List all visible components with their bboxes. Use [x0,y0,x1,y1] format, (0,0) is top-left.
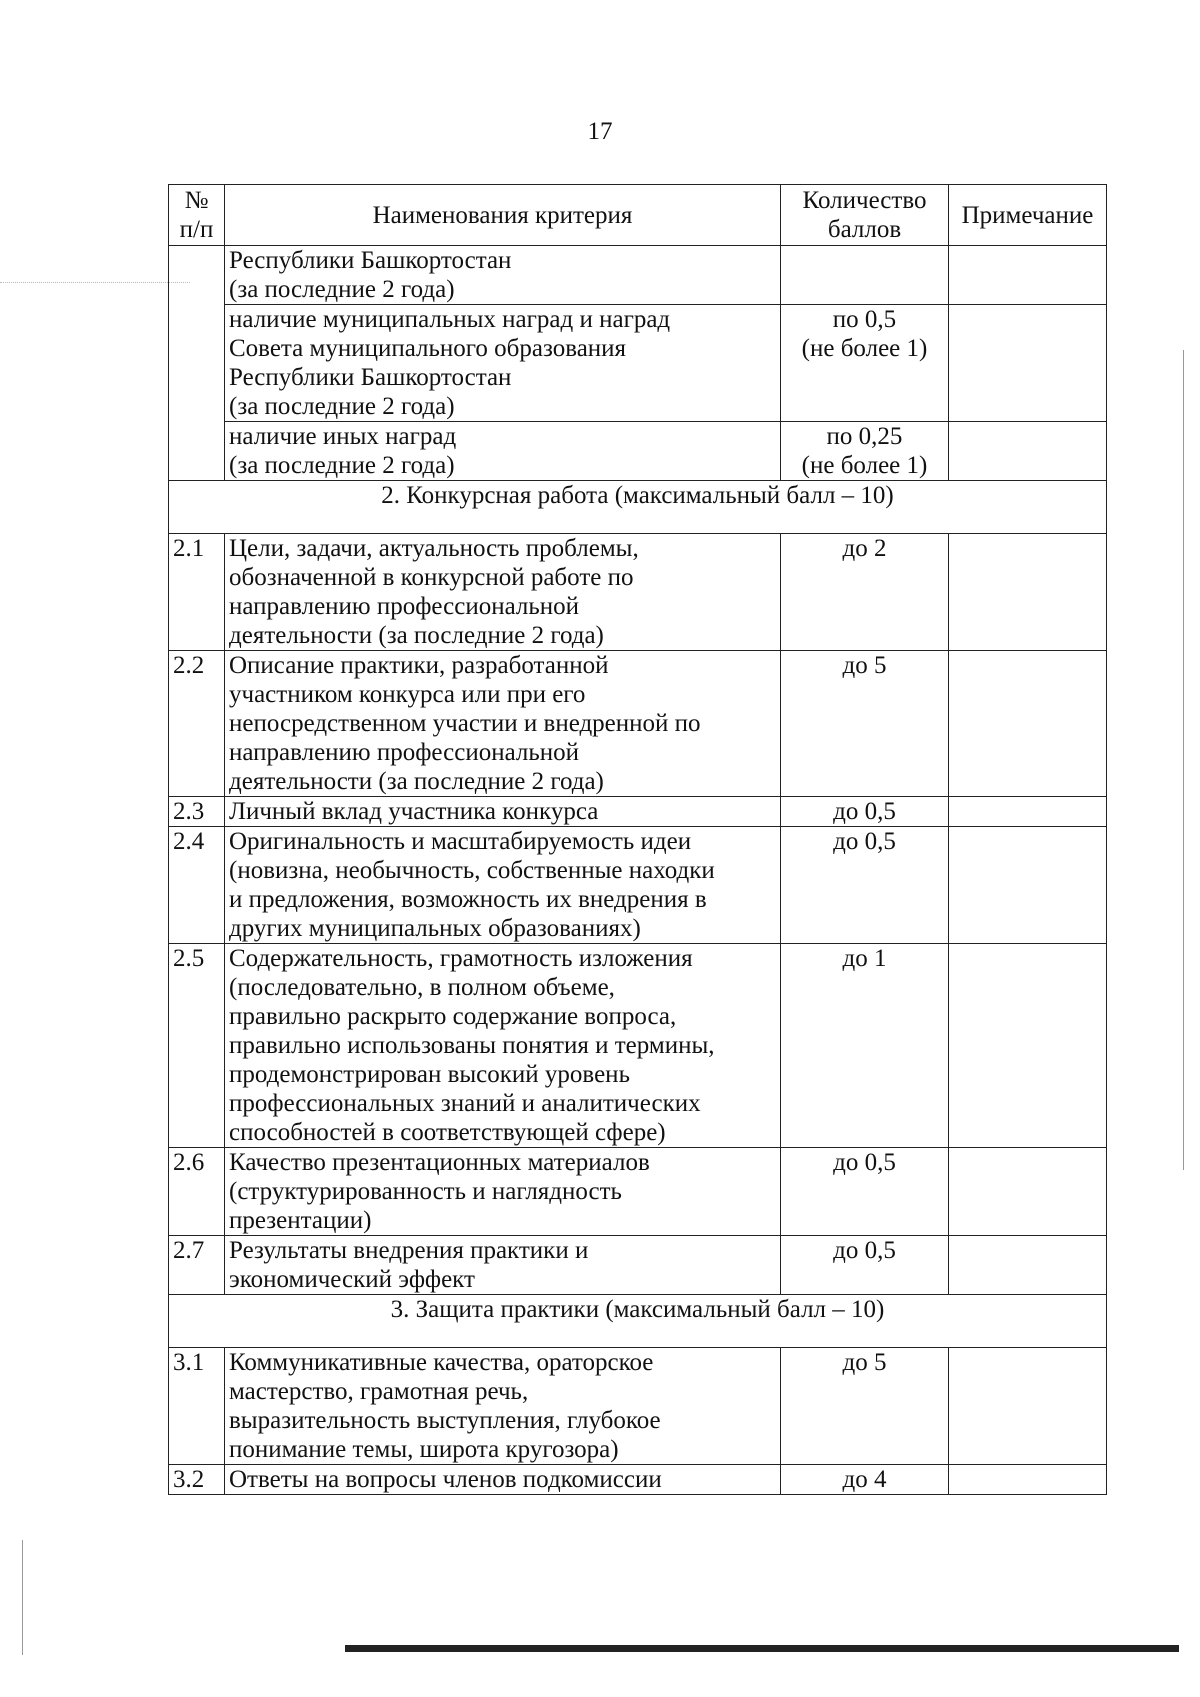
section-header-row [169,1295,1107,1348]
criteria-table [168,184,1107,1495]
header-score: Количество баллов [781,185,949,246]
cell-score: до 4 [781,1465,949,1495]
cell-num: 2.3 [169,797,225,827]
header-num: № п/п [169,185,225,246]
table-row [169,944,1107,1148]
page-number: 17 [587,118,613,145]
cell-name: Личный вклад участника конкурса [225,797,781,827]
table-row [169,246,1107,305]
cell-note [949,827,1107,944]
cell-score: по 0,5 (не более 1) [781,305,949,422]
cell-score: до 0,5 [781,797,949,827]
section-header-row [169,481,1107,534]
cell-note [949,1348,1107,1465]
cell-num: 2.7 [169,1236,225,1295]
cell-num: 2.5 [169,944,225,1148]
header-name: Наименования критерия [225,185,781,246]
cell-note [949,1465,1107,1495]
cell-num: 2.1 [169,534,225,651]
table-row [169,1148,1107,1236]
cell-name: Содержательность, грамотность изложения (последовательно, в полном объеме, правильно раскрыто содержание вопроса, правильно использованы понятия и термины, продемонстрирован высокий уровень профессиональных знаний и аналитических способностей в соответствующей сфере) [225,944,781,1148]
cell-note [949,305,1107,422]
table-row [169,1465,1107,1495]
cell-num: 2.4 [169,827,225,944]
cell-note [949,944,1107,1148]
table-row [169,827,1107,944]
section-title: 2. Конкурсная работа (максимальный балл – 10) [169,481,1107,534]
cell-note [949,1148,1107,1236]
table-row [169,534,1107,651]
table-row [169,305,1107,422]
table-row [169,1236,1107,1295]
cell-score: до 0,5 [781,1148,949,1236]
cell-note [949,422,1107,481]
cell-score: до 0,5 [781,827,949,944]
footer-scan-bar [345,1645,1179,1652]
table-row [169,651,1107,797]
cell-name: Результаты внедрения практики и экономический эффект [225,1236,781,1295]
cell-score: до 0,5 [781,1236,949,1295]
cell-num-empty [169,246,225,481]
cell-note [949,651,1107,797]
cell-num: 3.1 [169,1348,225,1465]
cell-score [781,246,949,305]
table-row [169,797,1107,827]
scan-edge-line-left [22,1540,23,1655]
cell-num: 2.6 [169,1148,225,1236]
cell-num: 3.2 [169,1465,225,1495]
cell-name: наличие муниципальных наград и наград Совета муниципального образования Республики Башкортостан (за последние 2 года) [225,305,781,422]
scan-edge-line [1183,350,1184,1170]
cell-score: до 5 [781,1348,949,1465]
cell-name: Республики Башкортостан (за последние 2 года) [225,246,781,305]
cell-score: по 0,25 (не более 1) [781,422,949,481]
cell-note [949,1236,1107,1295]
cell-name: Оригинальность и масштабируемость идеи (новизна, необычность, собственные находки и предложения, возможность их внедрения в других муниципальных образованиях) [225,827,781,944]
cell-name: Качество презентационных материалов (структурированность и наглядность презентации) [225,1148,781,1236]
cell-name: Цели, задачи, актуальность проблемы, обозначенной в конкурсной работе по направлению профессиональной деятельности (за последние 2 года) [225,534,781,651]
cell-score: до 1 [781,944,949,1148]
table-header-row [169,185,1107,246]
table-row [169,1348,1107,1465]
cell-name: Коммуникативные качества, ораторское мастерство, грамотная речь, выразительность выступления, глубокое понимание темы, широта кругозора) [225,1348,781,1465]
cell-note [949,534,1107,651]
cell-score: до 2 [781,534,949,651]
cell-num: 2.2 [169,651,225,797]
scan-artifact-line [0,282,190,283]
cell-note [949,797,1107,827]
cell-name: Ответы на вопросы членов подкомиссии [225,1465,781,1495]
cell-name: Описание практики, разработанной участником конкурса или при его непосредственном участии и внедренной по направлению профессиональной деятельности (за последние 2 года) [225,651,781,797]
cell-note [949,246,1107,305]
cell-name: наличие иных наград (за последние 2 года) [225,422,781,481]
table-row [169,422,1107,481]
header-note: Примечание [949,185,1107,246]
section-title: 3. Защита практики (максимальный балл – 10) [169,1295,1107,1348]
cell-score: до 5 [781,651,949,797]
